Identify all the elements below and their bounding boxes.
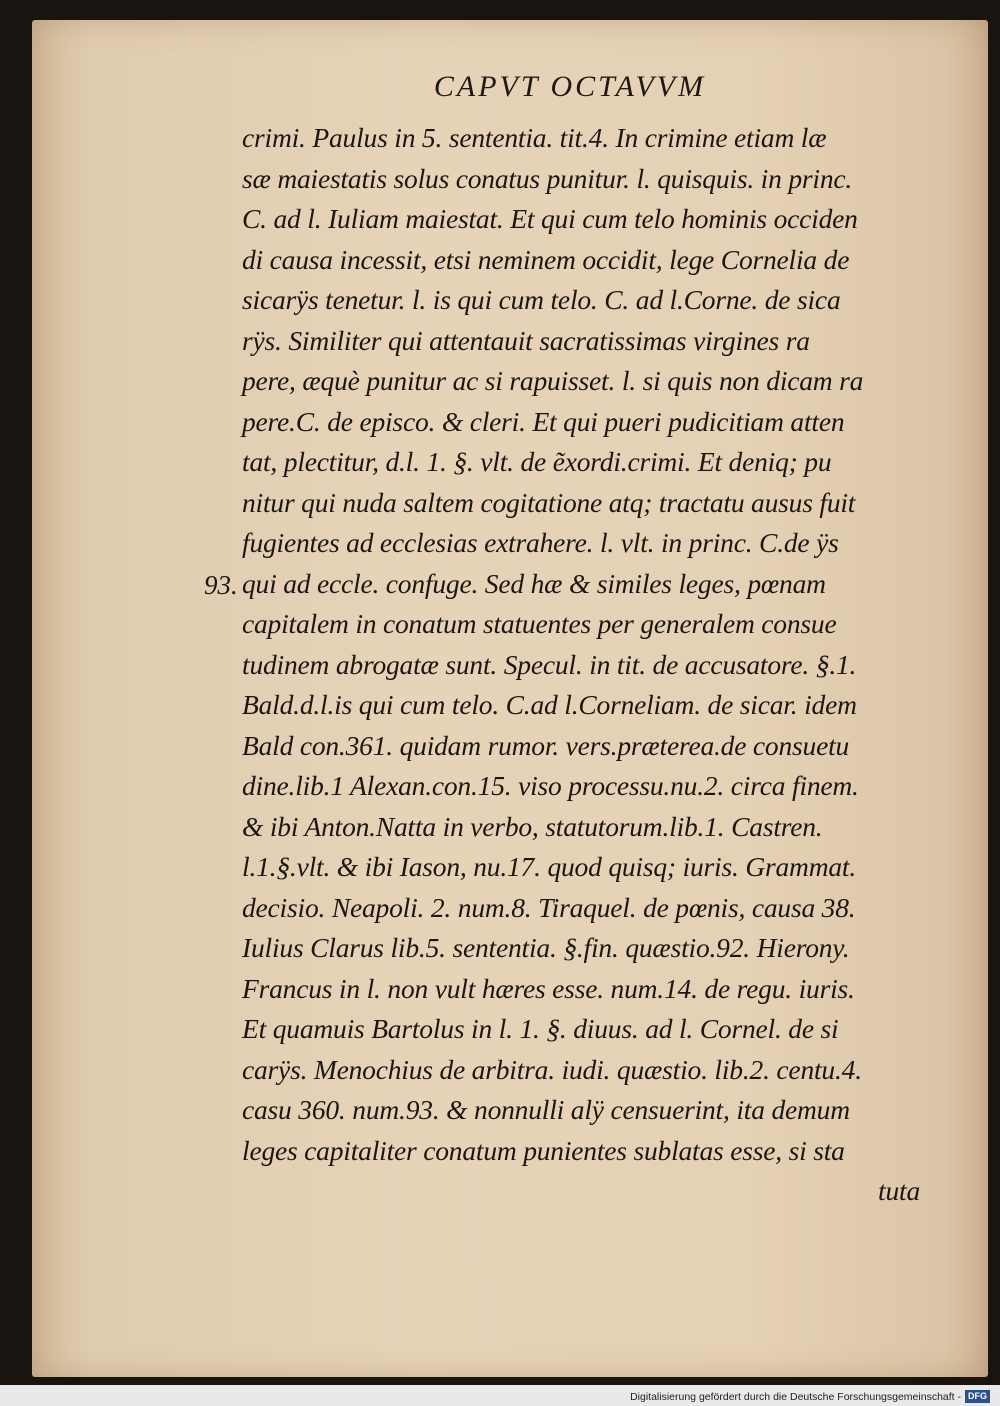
text-line: leges capitaliter conatum punientes sublatas esse, si sta — [242, 1134, 845, 1166]
text-line: qui ad eccle. confuge. Sed hæ & similes leges, pœnam — [242, 567, 826, 599]
text-line: Francus in l. non vult hæres esse. num.14. de regu. iuris. — [242, 972, 855, 1004]
text-line: sicarÿs tenetur. l. is qui cum telo. C. ad l.Corne. de sica — [242, 284, 841, 315]
text-line: l.1.§.vlt. & ibi Iason, nu.17. quod quisq; iuris. Grammat. — [242, 851, 857, 882]
text-line: Et quamuis Bartolus in l. 1. §. diuus. ad l. Cornel. de si — [242, 1013, 839, 1044]
text-line: pere.C. de episco. & cleri. Et qui pueri pudicitiam atten — [242, 405, 845, 437]
text-line: nitur qui nuda saltem cogitatione atq; tractatu ausus fuit — [242, 486, 856, 518]
text-line: pere, æquè punitur ac si rapuisset. l. si quis non dicam ra — [242, 365, 864, 396]
text-line: capitalem in conatum statuentes per generalem consue — [242, 608, 837, 639]
text-line: Bald con.361. quidam rumor. vers.præterea.de consuetu — [242, 729, 850, 761]
text-line: dine.lib.1 Alexan.con.15. viso processu.nu.2. circa finem. — [242, 770, 859, 801]
credit-text: Digitalisierung gefördert durch die Deutsche Forschungsgemeinschaft - — [630, 1390, 961, 1403]
text-line: rÿs. Similiter qui attentauit sacratissimas virgines ra — [242, 324, 810, 356]
text-line: carÿs. Menochius de arbitra. iudi. quæstio. lib.2. centu.4. — [242, 1053, 862, 1085]
dfg-logo: DFG — [965, 1390, 990, 1403]
text-line: C. ad l. Iuliam maiestat. Et qui cum telo hominis occiden — [242, 203, 858, 234]
text-line: fugientes ad ecclesias extrahere. l. vlt. in princ. C.de ÿs — [242, 527, 839, 558]
book-page — [32, 20, 988, 1377]
text-line: casu 360. num.93. & nonnulli alÿ censuerint, ita demum — [242, 1094, 850, 1125]
text-line: tat, plectitur, d.l. 1. §. vlt. de ẽxordi.crimi. Et deniq; pu — [242, 446, 832, 477]
text-line: crimi. Paulus in 5. sententia. tit.4. In crimine etiam læ — [242, 122, 827, 153]
text-line: sæ maiestatis solus conatus punitur. l. quisquis. in princ. — [242, 162, 853, 194]
digitization-credit — [630, 1390, 990, 1403]
body-text — [242, 118, 962, 1212]
text-line: tudinem abrogatæ sunt. Specul. in tit. de accusatore. §.1. — [242, 648, 857, 680]
text-line: Bald.d.l.is qui cum telo. C.ad l.Corneliam. de sicar. idem — [242, 689, 857, 720]
text-line: & ibi Anton.Natta in verbo, statutorum.lib.1. Castren. — [242, 810, 823, 842]
running-title: CAPVT OCTAVVM — [433, 70, 707, 103]
marginal-number: 93. — [204, 570, 238, 600]
catchword: tuta — [878, 1175, 920, 1206]
text-line: di causa incessit, etsi neminem occidit, lege Cornelia de — [242, 243, 850, 275]
text-line: Iulius Clarus lib.5. sententia. §.fin. quæstio.92. Hierony. — [242, 932, 850, 963]
text-line: decisio. Neapoli. 2. num.8. Tiraquel. de pœnis, causa 38. — [242, 891, 856, 923]
